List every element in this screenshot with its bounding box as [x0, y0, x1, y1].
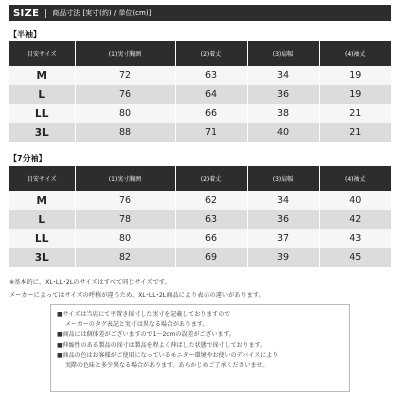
table-cell: 64	[175, 85, 247, 104]
size-cell: LL	[9, 229, 75, 248]
size-cell: M	[9, 191, 75, 210]
column-header: (2)着丈	[175, 166, 247, 191]
notice-box	[50, 304, 350, 392]
size-label: SIZE	[13, 7, 40, 19]
table-cell: 76	[75, 85, 175, 104]
table-row	[9, 248, 391, 267]
table-cell: 42	[319, 210, 391, 229]
table-row	[9, 85, 391, 104]
notice-line: ■商品の色はお客様がご使用になっているモニター環境やお使いのデバイスにより	[57, 351, 279, 359]
table-cell: 76	[75, 191, 175, 210]
size-header-bar	[9, 5, 391, 21]
table-cell: 21	[319, 104, 391, 123]
three-quarter-sleeve-title: 【7分袖】	[9, 154, 47, 163]
notice-line: ■伸縮性のある製品の採寸は製品を程よく伸ばした状態で採寸しております。	[57, 341, 267, 349]
column-header: 目安サイズ	[9, 41, 75, 66]
table-cell: 40	[319, 191, 391, 210]
table-cell: 43	[319, 229, 391, 248]
table-cell: 45	[319, 248, 391, 267]
column-header: (4)袖丈	[319, 166, 391, 191]
table-cell: 63	[175, 66, 247, 85]
table-cell: 62	[175, 191, 247, 210]
table-cell: 40	[247, 123, 319, 142]
size-cell: 3L	[9, 248, 75, 267]
table-cell: 66	[175, 229, 247, 248]
table-row	[9, 191, 391, 210]
table-cell: 80	[75, 229, 175, 248]
table-cell: 88	[75, 123, 175, 142]
notice-line: ■サイズは当店にて平置き採寸した実寸を記載しておりますので	[57, 311, 231, 318]
table-row	[9, 66, 391, 85]
column-header: (2)着丈	[175, 41, 247, 66]
size-note-2: メーカーによってはサイズの呼称が違うため、XL･LL･2L商品により表示の違いがあります。	[9, 292, 265, 299]
column-header: (3)肩幅	[247, 166, 319, 191]
table-cell: 66	[175, 104, 247, 123]
table-cell: 21	[319, 123, 391, 142]
header-divider	[45, 9, 46, 18]
table-cell: 34	[247, 191, 319, 210]
table-header-row	[9, 41, 391, 66]
table-cell: 80	[75, 104, 175, 123]
size-cell: L	[9, 85, 75, 104]
table-row	[9, 210, 391, 229]
table-cell: 71	[175, 123, 247, 142]
size-cell: L	[9, 210, 75, 229]
column-header: (3)肩幅	[247, 41, 319, 66]
table-cell: 19	[319, 85, 391, 104]
short-sleeve-size-table	[9, 41, 391, 142]
short-sleeve-title: 【半袖】	[9, 30, 41, 39]
column-header: 目安サイズ	[9, 166, 75, 191]
table-cell: 82	[75, 248, 175, 267]
table-cell: 34	[247, 66, 319, 85]
table-cell: 72	[75, 66, 175, 85]
table-cell: 38	[247, 104, 319, 123]
notice-line: 実際の色味と多少異なる場合があります。あらかじめご了承くださいませ。	[65, 362, 269, 370]
size-cell: 3L	[9, 123, 75, 142]
table-cell: 69	[175, 248, 247, 267]
table-row	[9, 229, 391, 248]
table-row	[9, 104, 391, 123]
table-cell: 37	[247, 229, 319, 248]
header-subtitle: 商品寸法 [実寸(約) / 単位(cm)]	[52, 9, 152, 17]
notice-line: ■商品には個体差がございますので1～2cmの誤差がございます。	[57, 331, 235, 339]
column-header: (4)袖丈	[319, 41, 391, 66]
size-cell: M	[9, 66, 75, 85]
size-cell: LL	[9, 104, 75, 123]
size-note-1: ※基本的に、XL･LL･2Lのサイズはすべて同じサイズです。	[9, 279, 171, 286]
table-cell: 63	[175, 210, 247, 229]
table-cell: 36	[247, 85, 319, 104]
table-cell: 19	[319, 66, 391, 85]
table-row	[9, 123, 391, 142]
table-header-row	[9, 166, 391, 191]
table-cell: 39	[247, 248, 319, 267]
notice-line: メーカーのタグ表記と実寸は異なる場合があります。	[65, 321, 209, 329]
table-cell: 36	[247, 210, 319, 229]
table-cell: 78	[75, 210, 175, 229]
column-header: (1)実寸胸囲	[75, 41, 175, 66]
three-quarter-sleeve-size-table	[9, 166, 391, 267]
column-header: (1)実寸胸囲	[75, 166, 175, 191]
